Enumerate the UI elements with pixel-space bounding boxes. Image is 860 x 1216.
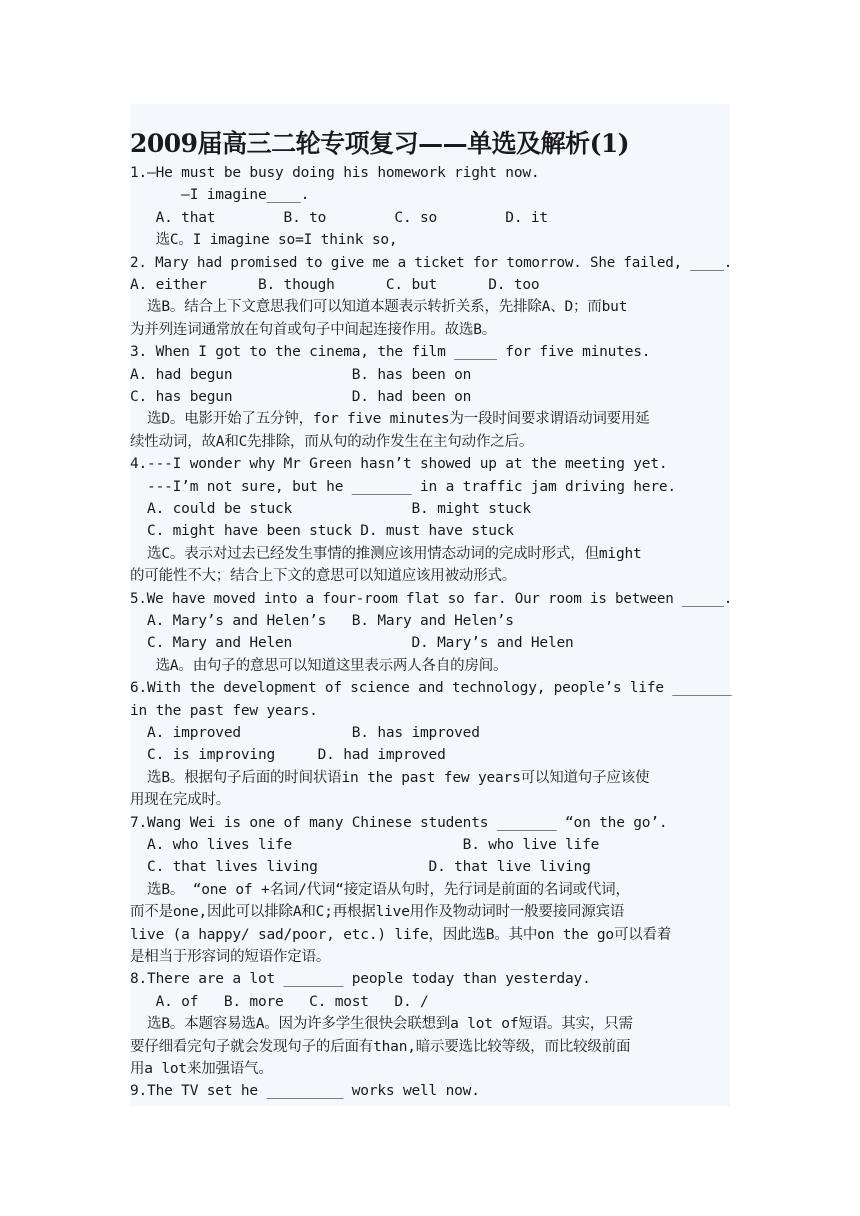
text-line: C. has begun D. had been on — [130, 389, 472, 405]
text-line: 用现在完成时。 — [130, 792, 231, 809]
text-line: A. who lives life B. who live life — [130, 837, 600, 853]
text-line: 1.—He must be busy doing his homework right now. — [130, 165, 540, 181]
text-line: ---I’m not sure, but he _______ in a traffic jam driving here. — [130, 478, 676, 495]
text-line: 为并列连词通常放在句首或句子中间起连接作用。故选B。 — [130, 321, 497, 338]
text-line: A. either B. though C. but D. too — [130, 277, 540, 293]
text-line: 要仔细看完句子就会发现句子的后面有than,暗示要选比较等级，而比较级前面 — [130, 1038, 631, 1055]
text-line: 选A。由句子的意思可以知道这里表示两人各自的房间。 — [130, 657, 508, 674]
text-line: C. might have been stuck D. must have stuck — [130, 523, 514, 540]
text-line: C. is improving D. had improved — [130, 747, 446, 764]
text-line: A. could be stuck B. might stuck — [130, 501, 531, 517]
text-line: 选B。结合上下文意思我们可以知道本题表示转折关系，先排除A、D；而but — [130, 299, 628, 316]
text-line: C. Mary and Helen D. Mary’s and Helen — [130, 635, 574, 652]
text-line: C. that lives living D. that live living — [130, 859, 591, 876]
text-line: 是相当于形容词的短语作定语。 — [130, 949, 331, 965]
text-line: 7.Wang Wei is one of many Chinese students _______ “on the go’. — [130, 814, 668, 831]
text-line: 选D。电影开始了五分钟，for five minutes为一段时间要求谓语动词要用延 — [130, 411, 650, 428]
text-line: 选C。I imagine so=I think so, — [130, 232, 398, 249]
text-line: A. that B. to C. so D. it — [130, 209, 548, 226]
text-line: 3. When I got to the cinema, the film _____ for five minutes. — [130, 344, 651, 361]
text-line: 9.The TV set he _________ works well now. — [130, 1083, 480, 1100]
text-line: 选B。 “one of +名词/代词“接定语从句时，先行词是前面的名词或代词， — [130, 881, 630, 898]
text-line: in the past few years. — [130, 702, 318, 719]
text-line: 6.With the development of science and technology, people’s life _______ — [130, 680, 732, 697]
text-line: A. had begun B. has been on — [130, 366, 472, 383]
text-line: 2. Mary had promised to give me a ticket for tomorrow. She failed, ____. — [130, 254, 733, 271]
text-line: 续性动词，故A和C先排除，而从句的动作发生在主句动作之后。 — [130, 433, 534, 450]
text-line: live (a happy/ sad/poor, etc.) life，因此选B。其中on the go可以看着 — [130, 926, 672, 943]
text-line: 8.There are a lot _______ people today than yesterday. — [130, 971, 591, 988]
text-line: 4.---I wonder why Mr Green hasn’t showed up at the meeting yet. — [130, 456, 668, 473]
text-line: —I imagine____. — [130, 187, 310, 204]
text-line: 选B。本题容易选A。因为许多学生很快会联想到a lot of短语。其实，只需 — [130, 1016, 633, 1033]
text-line: 而不是one,因此可以排除A和C;再根据live用作及物动词时一般要接同源宾语 — [130, 904, 625, 921]
text-line: A. of B. more C. most D. / — [130, 993, 429, 1010]
text-line: A. Mary’s and Helen’s B. Mary and Helen’s — [130, 613, 514, 629]
text-line: A. improved B. has improved — [130, 725, 480, 741]
text-line: 选B。根据句子后面的时间状语in the past few years可以知道句子应该使 — [130, 769, 650, 786]
text-line: 的可能性不大；结合上下文的意思可以知道应该用被动形式。 — [130, 568, 517, 585]
document-title: 2009届高三二轮专项复习——单选及解析(1) — [130, 129, 630, 158]
text-line: 5.We have moved into a four-room flat so far. Our room is between _____. — [130, 590, 733, 607]
text-line: 用a lot来加强语气。 — [130, 1061, 273, 1077]
text-line: 选C。表示对过去已经发生事情的推测应该用情态动词的完成时形式，但might — [130, 545, 642, 562]
